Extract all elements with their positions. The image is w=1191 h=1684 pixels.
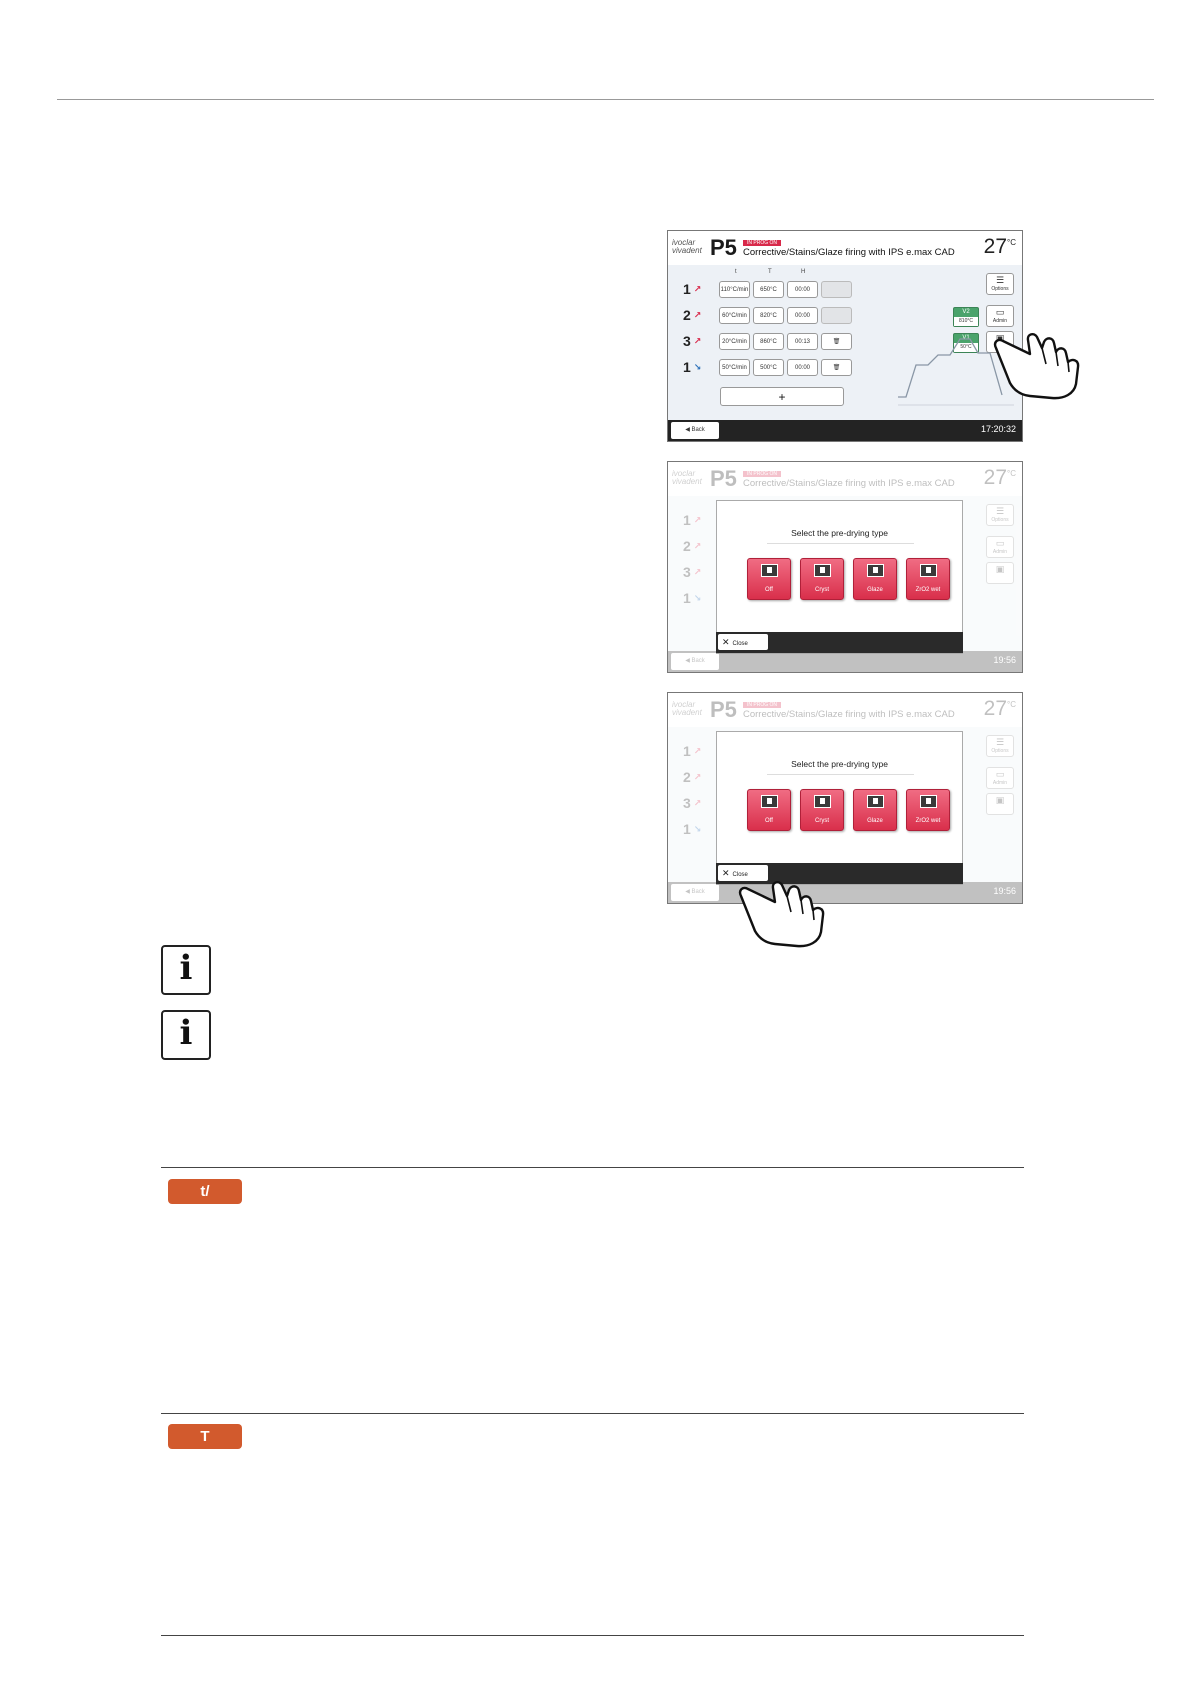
- hold-cell[interactable]: 00:13: [787, 333, 818, 350]
- chamber-temperature: $27^{^\circ C}$: [983, 235, 1016, 258]
- predry-icon: [761, 564, 778, 577]
- list-icon: ☰: [995, 275, 1005, 285]
- predry-off-button[interactable]: Off: [747, 558, 791, 600]
- close-button[interactable]: ✕ Close: [718, 865, 768, 881]
- program-body: [668, 265, 1022, 422]
- heat-arrow-icon: ↗: [693, 284, 702, 294]
- dialog-title: Select the pre-drying type: [791, 759, 888, 769]
- predry-off-button[interactable]: Off: [747, 789, 791, 831]
- delete-step-button[interactable]: [821, 333, 852, 350]
- screenshot-predrying-dialog: ivoclar vivadent P5 IN PROG ON Corrective/Stains/Glaze firing with IPS e.max CAD $27^{^\circ C}$ 1 ↗ 2 ↗ 3 ↗ 1 ↘ ☰ Options ▭ Admin ▣ ◀ Back 19:56 Select the pre-drying type Off Cryst Glaze ZrO2 wet ✕ Close: [667, 461, 1023, 673]
- rate-cell[interactable]: 20°C/min: [719, 333, 750, 350]
- bottom-rule: [161, 1635, 1024, 1636]
- info-icon: i: [161, 1010, 211, 1060]
- predry-cryst-button[interactable]: Cryst: [800, 789, 844, 831]
- extra-cell: [821, 281, 852, 298]
- hand-pointer-icon: [735, 868, 845, 948]
- temp-cell[interactable]: 820°C: [753, 307, 784, 324]
- program-badge: IN PROG ON: [743, 240, 781, 246]
- cool-arrow-icon: ↘: [693, 362, 702, 372]
- predry-glaze-button[interactable]: Glaze: [853, 558, 897, 600]
- step-number: 1 ↗: [683, 281, 702, 297]
- predry-icon: [761, 795, 778, 808]
- screenshot-program-view: [667, 230, 1023, 442]
- rate-cell[interactable]: 60°C/min: [719, 307, 750, 324]
- v2-valve[interactable]: V2 810°C: [953, 307, 979, 327]
- back-arrow-icon: ◀: [685, 427, 692, 433]
- predry-icon: ▣: [995, 333, 1005, 343]
- predry-glaze-button[interactable]: Glaze: [853, 789, 897, 831]
- clock: 17:20:32: [980, 424, 1016, 434]
- screen-footer: [668, 420, 1022, 441]
- predrying-dialog: [716, 500, 963, 654]
- folder-icon: ▭: [995, 307, 1005, 317]
- hold-cell[interactable]: 00:00: [787, 281, 818, 298]
- info-icon: i: [161, 945, 211, 995]
- back-button[interactable]: ◀ Back: [671, 422, 719, 439]
- program-title: Corrective/Stains/Glaze firing with IPS e.max CAD: [743, 247, 955, 258]
- dialog-title: Select the pre-drying type: [791, 528, 888, 538]
- rate-cell[interactable]: 50°C/min: [719, 359, 750, 376]
- add-step-button[interactable]: +: [720, 387, 844, 406]
- program-number: P5: [710, 235, 737, 260]
- dialog-footer: [716, 632, 963, 653]
- extra-cell: [821, 307, 852, 324]
- screen-header: [668, 231, 1022, 265]
- hold-cell[interactable]: 00:00: [787, 359, 818, 376]
- rate-cell[interactable]: 110°C/min: [719, 281, 750, 298]
- hold-cell[interactable]: 00:00: [787, 307, 818, 324]
- col-header-temp: T: [768, 269, 772, 275]
- top-rule: [57, 99, 1154, 100]
- predry-icon: [814, 795, 831, 808]
- predry-icon: [867, 564, 884, 577]
- section-divider: [161, 1413, 1024, 1414]
- predry-icon: [814, 564, 831, 577]
- predry-zro2-button[interactable]: ZrO2 wet: [906, 789, 950, 831]
- hand-pointer-icon: [990, 320, 1100, 400]
- brand-logo: ivoclar vivadent: [672, 238, 702, 255]
- predry-icon: [920, 564, 937, 577]
- predrying-dialog: [716, 731, 963, 885]
- rate-key-badge: t/: [168, 1179, 242, 1204]
- col-header-rate: t: [735, 269, 737, 275]
- delete-step-button[interactable]: [821, 359, 852, 376]
- temperature-key-badge: T: [168, 1424, 242, 1449]
- temp-cell[interactable]: 650°C: [753, 281, 784, 298]
- close-icon: ✕: [722, 868, 730, 878]
- predry-icon: [867, 795, 884, 808]
- heat-arrow-icon: ↗: [693, 310, 702, 320]
- admin-button[interactable]: ▭ Admin: [986, 305, 1014, 327]
- v1-valve[interactable]: V1 50°C: [953, 333, 979, 353]
- close-button[interactable]: ✕ Close: [718, 634, 768, 650]
- predry-zro2-button[interactable]: ZrO2 wet: [906, 558, 950, 600]
- screenshot-predrying-close: ivoclar vivadent P5 IN PROG ON Corrective/Stains/Glaze firing with IPS e.max CAD $27^{^\circ C}$ 1 ↗ 2 ↗ 3 ↗ 1 ↘ ☰ Options ▭ Admin ▣ ◀ Back 19:56 Select the pre-drying type Off Cryst Glaze ZrO2 wet ✕ Close: [667, 692, 1023, 904]
- temp-cell[interactable]: 500°C: [753, 359, 784, 376]
- trash-icon: 🗑: [832, 365, 841, 371]
- close-icon: ✕: [722, 637, 730, 647]
- trash-icon: 🗑: [832, 339, 841, 345]
- step-number: 3 ↗: [683, 333, 702, 349]
- predry-icon: [920, 795, 937, 808]
- section-divider: [161, 1167, 1024, 1168]
- options-button[interactable]: ☰ Options: [986, 273, 1014, 295]
- col-header-hold: H: [801, 269, 806, 275]
- predry-cryst-button[interactable]: Cryst: [800, 558, 844, 600]
- step-number: 2 ↗: [683, 307, 702, 323]
- heat-arrow-icon: ↗: [693, 336, 702, 346]
- step-number: 1 ↘: [683, 359, 702, 375]
- temp-cell[interactable]: 860°C: [753, 333, 784, 350]
